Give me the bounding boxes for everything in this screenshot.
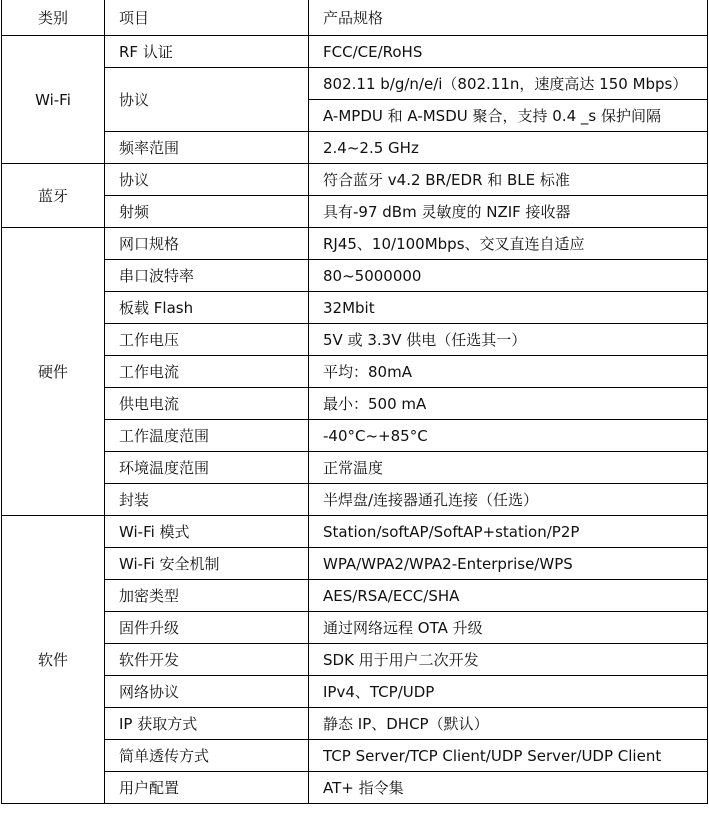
spec-cell: 32Mbit — [309, 292, 708, 324]
spec-cell: IPv4、TCP/UDP — [309, 676, 708, 708]
item-cell: 环境温度范围 — [105, 452, 309, 484]
item-cell: 用户配置 — [105, 772, 309, 804]
spec-cell: 通过网络远程 OTA 升级 — [309, 612, 708, 644]
item-cell: 板载 Flash — [105, 292, 309, 324]
table-row — [2, 612, 708, 644]
spec-cell: SDK 用于用户二次开发 — [309, 644, 708, 676]
spec-cell: 2.4~2.5 GHz — [309, 132, 708, 164]
item-cell: 封装 — [105, 484, 309, 516]
item-cell: Wi-Fi 模式 — [105, 516, 309, 548]
spec-cell: 符合蓝牙 v4.2 BR/EDR 和 BLE 标准 — [309, 164, 708, 196]
item-cell: Wi-Fi 安全机制 — [105, 548, 309, 580]
spec-cell: 平均：80mA — [309, 356, 708, 388]
spec-cell: Station/softAP/SoftAP+station/P2P — [309, 516, 708, 548]
spec-cell: 80~5000000 — [309, 260, 708, 292]
item-cell: 软件开发 — [105, 644, 309, 676]
table-row — [2, 484, 708, 516]
table-row — [2, 36, 708, 68]
table-row — [2, 132, 708, 164]
table-row — [2, 548, 708, 580]
spec-cell: TCP Server/TCP Client/UDP Server/UDP Client — [309, 740, 708, 772]
table-row — [2, 260, 708, 292]
table-row — [2, 740, 708, 772]
item-cell: 加密类型 — [105, 580, 309, 612]
item-cell: 串口波特率 — [105, 260, 309, 292]
table-row — [2, 580, 708, 612]
table-row — [2, 772, 708, 804]
table-row — [2, 196, 708, 228]
table-row — [2, 68, 708, 100]
spec-cell: A-MPDU 和 A-MSDU 聚合，支持 0.4 _s 保护间隔 — [309, 100, 708, 132]
header-item: 项目 — [105, 0, 309, 36]
category-cell: 蓝牙 — [2, 164, 105, 228]
category-cell: 软件 — [2, 516, 105, 804]
spec-cell: 静态 IP、DHCP（默认） — [309, 708, 708, 740]
spec-cell: WPA/WPA2/WPA2-Enterprise/WPS — [309, 548, 708, 580]
spec-table-body — [2, 0, 708, 804]
item-cell: IP 获取方式 — [105, 708, 309, 740]
spec-cell: 正常温度 — [309, 452, 708, 484]
spec-cell: -40°C~+85°C — [309, 420, 708, 452]
table-row — [2, 644, 708, 676]
table-row — [2, 452, 708, 484]
table-row — [2, 420, 708, 452]
item-cell: 网络协议 — [105, 676, 309, 708]
table-row — [2, 516, 708, 548]
spec-table — [1, 0, 708, 804]
spec-cell: 具有-97 dBm 灵敏度的 NZIF 接收器 — [309, 196, 708, 228]
header-category: 类别 — [2, 0, 105, 36]
header-row — [2, 0, 708, 36]
item-cell: 供电电流 — [105, 388, 309, 420]
spec-cell: 5V 或 3.3V 供电（任选其一） — [309, 324, 708, 356]
table-row — [2, 388, 708, 420]
spec-cell: AES/RSA/ECC/SHA — [309, 580, 708, 612]
category-cell: 硬件 — [2, 228, 105, 516]
table-row — [2, 228, 708, 260]
spec-cell: AT+ 指令集 — [309, 772, 708, 804]
header-spec: 产品规格 — [309, 0, 708, 36]
item-cell: 工作电流 — [105, 356, 309, 388]
item-cell: RF 认证 — [105, 36, 309, 68]
table-row — [2, 324, 708, 356]
spec-cell: 802.11 b/g/n/e/i（802.11n，速度高达 150 Mbps） — [309, 68, 708, 100]
table-row — [2, 708, 708, 740]
table-row — [2, 356, 708, 388]
item-cell: 射频 — [105, 196, 309, 228]
spec-cell: 半焊盘/连接器通孔连接（任选） — [309, 484, 708, 516]
item-cell: 协议 — [105, 164, 309, 196]
item-cell: 频率范围 — [105, 132, 309, 164]
item-cell: 网口规格 — [105, 228, 309, 260]
item-cell: 协议 — [105, 68, 309, 132]
spec-cell: RJ45、10/100Mbps、交叉直连自适应 — [309, 228, 708, 260]
item-cell: 工作电压 — [105, 324, 309, 356]
category-cell: Wi-Fi — [2, 36, 105, 164]
item-cell: 固件升级 — [105, 612, 309, 644]
item-cell: 简单透传方式 — [105, 740, 309, 772]
table-row — [2, 676, 708, 708]
item-cell: 工作温度范围 — [105, 420, 309, 452]
spec-cell: 最小：500 mA — [309, 388, 708, 420]
table-row — [2, 292, 708, 324]
table-row — [2, 164, 708, 196]
spec-cell: FCC/CE/RoHS — [309, 36, 708, 68]
